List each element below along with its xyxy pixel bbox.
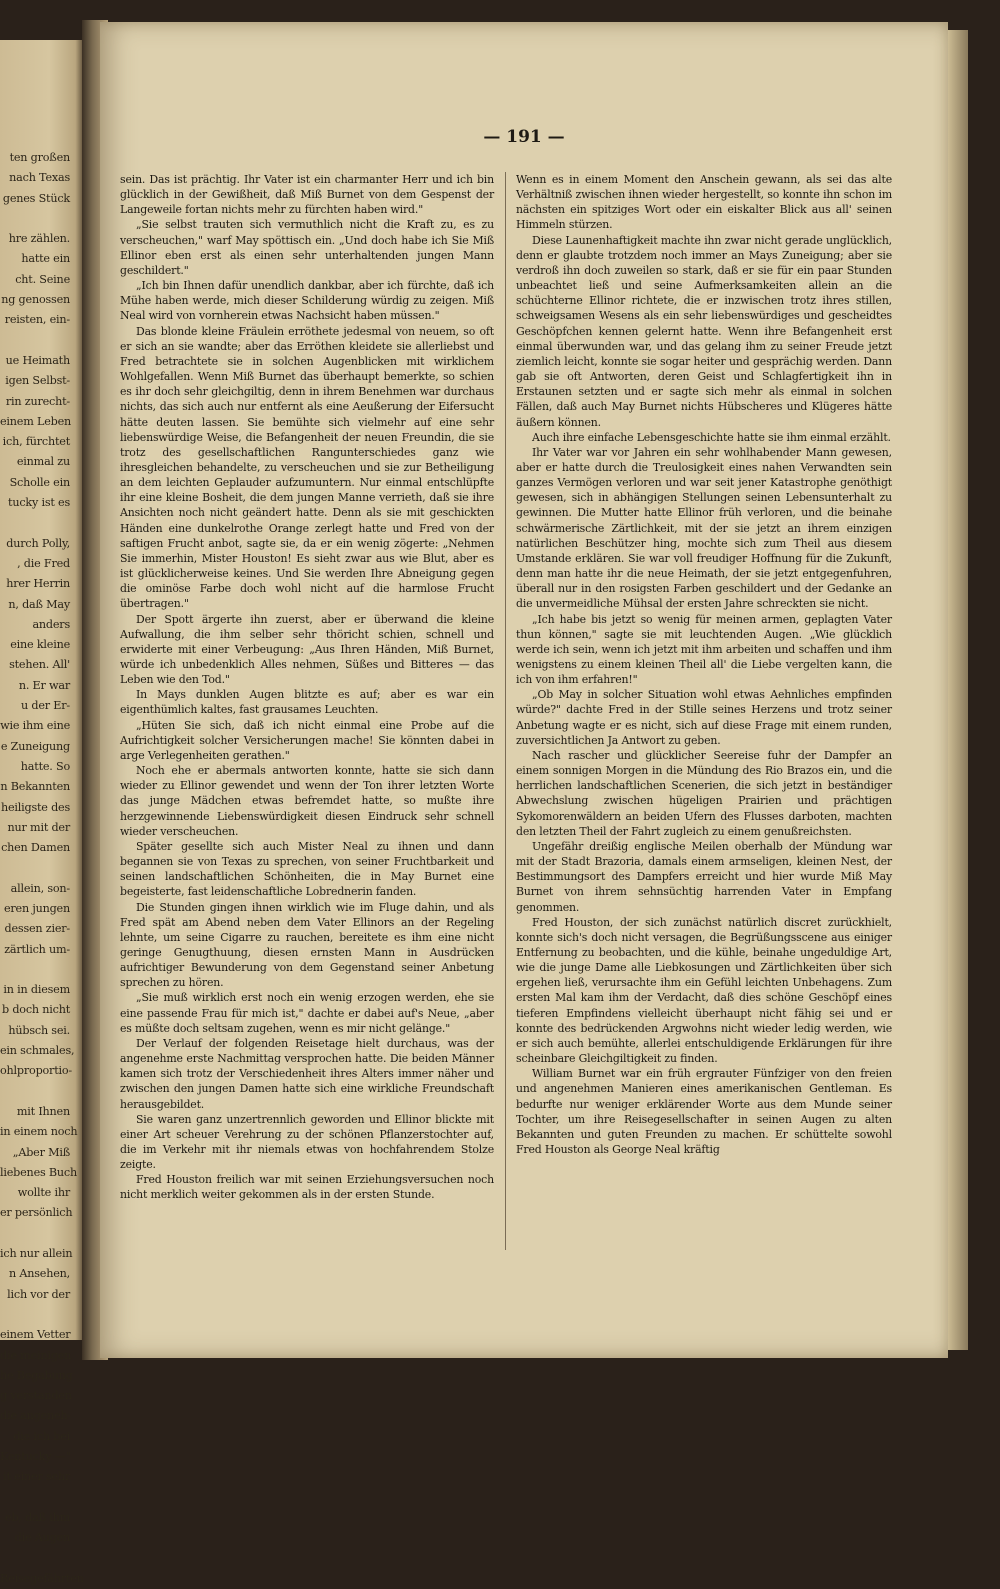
paragraph: Fred Houston freilich war mit seinen Erziehungsversuchen noch nicht merklich weiter gekommen als in der ersten Stunde. xyxy=(120,1173,494,1202)
left-page-line: einem Vetter xyxy=(0,1328,71,1342)
paragraph: Ihr Vater war vor Jahren ein sehr wohlhabender Mann gewesen, aber er hatte durch die Treulosigkeit eines nahen Verwandten sein ganzes Vermögen verloren und war seit jener Katastrophe genöthigt gewesen, sich in abhängigen Stellungen seinen Lebensunterhalt zu gewinnen. Die Mutter hatte Ellinor früh verloren, und die beinahe schwärmerische Zärtlichkeit, mit der sie jetzt an ihrem einzigen natürlichen Beschützer hing, mochte sich zum Theil aus diesem Umstande erklären. Sie war voll freudiger Hoffnung für die Zukunft, denn man hatte ihr die neue Heimath, der sie jetzt entgegenfuhren, überall nur in den rosigsten Farben geschildert und der Gedanke an die unvermeidliche Mühsal der ersten Jahre schreckten sie nicht. xyxy=(516,445,892,611)
left-page-line xyxy=(0,1548,70,1568)
left-page-line xyxy=(0,960,70,980)
left-page-line: n, daß May xyxy=(8,597,70,611)
left-page-line xyxy=(0,1224,70,1244)
left-page-line: die angeneh- xyxy=(0,1409,71,1423)
left-page-line: g verstanden xyxy=(0,1389,72,1403)
left-page-line: stehen. All' xyxy=(9,658,70,672)
left-page-line xyxy=(0,858,70,878)
paragraph: sein. Das ist prächtig. Ihr Vater ist ein charmanter Herr und ich bin glücklich in der Gewißheit, daß Miß Burnet von dem Gespenst der Langeweile fortan nichts mehr zu fürchten haben wird." xyxy=(120,173,494,217)
paragraph: „Ich habe bis jetzt so wenig für meinen armen, geplagten Vater thun können," sagte sie mit leuchtenden Augen. „Wie glücklich werde ich sein, wenn ich jetzt mit ihm arbeiten und schaffen und ihm wenigstens zu einem kleinen Theil all' die Liebe vergelten kann, die ich von ihm erfahren!" xyxy=(516,612,892,687)
left-page-line: die ich bei xyxy=(13,1429,70,1443)
left-page-line: b doch nicht xyxy=(2,1003,70,1017)
left-page-line xyxy=(0,331,70,351)
text-column-left xyxy=(120,172,494,1203)
left-page-line: n. Er war xyxy=(18,678,70,692)
left-page-line: it einer sehr xyxy=(3,1470,70,1484)
left-page-line: in einem noch xyxy=(0,1125,78,1139)
left-page-line: lich vor der xyxy=(7,1287,70,1301)
left-page-line: dessen zier- xyxy=(4,922,70,936)
left-page-line: eren jungen xyxy=(3,901,70,915)
left-page-line: die meinigen xyxy=(0,1348,72,1362)
left-page-line: einmal zu xyxy=(16,455,70,469)
left-page-line: ich nur allein xyxy=(0,1247,73,1261)
paragraph: Das blonde kleine Fräulein erröthete jedesmal von neuem, so oft er sich an sie wandte; aber das Erröthen kleidete sie allerliebst und Fred betrachtete sie in solchen Augenblicken mit wirklichem Wohlgefallen. Wenn Miß Burnet das überhaupt bemerkte, so schien es ihr doch sehr gleichgiltig, denn in ihrem Benehmen war durchaus nichts, das sich auch nur entfernt als eine Aeußerung der Eifersucht hätte deuten lassen. Sie bemühte sich vielmehr auf eine sehr liebenswürdige Weise, die Befangenheit der neuen Freundin, die sie trotz des gesellschaftlichen Rangunterschiedes ganz wie ihresgleichen behandelte, zu verscheuchen und sie zur Betheiligung an dem leichten Geplauder aufzumuntern. Nur einmal entschlüpfte ihr eine kleine Bosheit, die dem jungen Manne verrieth, daß sie ihre Ansichten noch nicht geändert hatte. Denn als sie mit geschickten Händen eine dunkelrothe Orange zerlegt hatte und Fred von der saftigen Frucht anbot, sagte sie, da er ein wenig zögerte: „Nehmen Sie immerhin, Mister Houston! Es sieht zwar aus wie Blut, aber es ist glücklicherweise keines. Und Sie werden Ihre Abneigung gegen die ominöse Farbe doch wohl nicht auf die harmlose Frucht übertragen." xyxy=(120,324,494,611)
paragraph: „Hüten Sie sich, daß ich nicht einmal eine Probe auf die Aufrichtigkeit solcher Versicherungen mache! Sie könnten dabei in arge Verlegenheiten gerathen." xyxy=(120,718,494,762)
paragraph: Wenn es in einem Moment den Anschein gewann, als sei das alte Verhältniß zwischen ihnen wieder hergestellt, so konnte ihn schon im nächsten ein spitziges Wort oder ein eiskalter Blick aus all' seinen Himmeln stürzen. xyxy=(516,173,892,232)
left-page-text-fragments xyxy=(0,40,82,1589)
paragraph: Diese Launenhaftigkeit machte ihn zwar nicht gerade unglücklich, denn er glaubte trotzdem noch immer an Mays Zuneigung; aber sie verdroß ihn doch zuweilen so stark, daß er sie für ein paar Stunden unbeachtet ließ und seine Aufmerksamkeiten allein an die schüchterne Ellinor richtete, die er inzwischen trotz ihres stillen, schweigsamen Wesens als ein sehr liebenswürdiges und gescheidtes Geschöpfchen kennen gelernt hatte. Wenn ihre Befangenheit erst einmal überwunden war, und das gelang ihm zu seiner Freude jetzt ziemlich leicht, konnte sie sogar heiter und gesprächig werden. Dann gab sie oft Antworten, deren Geist und Schlagfertigkeit ihn in Erstaunen setzten und er sagte sich mehr als einmal in solchen Fällen, daß auch May Burnet nichts Hübscheres und Klügeres hätte äußern können. xyxy=(516,233,892,429)
left-page-line: eine kleine xyxy=(10,638,70,652)
left-page-line: hatte. So xyxy=(20,759,70,773)
left-page-line: Kentucky —" xyxy=(0,1450,71,1463)
paragraph: William Burnet war ein früh ergrauter Fünfziger von den freien und angenehmen Manieren eines amerikanischen Gentleman. Es bedurfte nur weniger erklärender Worte aus dem Munde seiner Tochter, um ihre Reisegesellschafter in seinen Augen zu alten Bekannten und guten Freunden zu machen. Er schüttelte sowohl Fred Houston als George Neal kräftig xyxy=(516,1067,892,1156)
column-divider xyxy=(505,172,506,1250)
left-page-line: in in diesem xyxy=(3,983,70,997)
left-page-line: ich, fürchtet xyxy=(2,435,70,449)
left-page-line: zärtlich um- xyxy=(4,942,70,956)
paragraph: Die Stunden gingen ihnen wirklich wie im Fluge dahin, und als Fred spät am Abend neben dem Vater Ellinors an der Regeling lehnte, um seine Cigarre zu rauchen, bereitete es ihm eine nicht geringe Genugthuung, diesen ernsten Mann in Ausdrücken aufrichtiger Bewunderung von dem Gegenstand seiner Anbetung sprechen zu hören. xyxy=(120,900,494,990)
page-stack-edge xyxy=(948,30,968,1350)
left-page-line: genes Stück xyxy=(2,191,70,205)
page-number: — 191 — xyxy=(483,127,565,147)
left-page-line xyxy=(0,513,70,533)
left-page-line: hre zählen. xyxy=(8,232,70,246)
left-page-line: die Augen xyxy=(14,1531,70,1545)
left-page-line: nach Texas xyxy=(9,171,70,185)
left-page-line: hatte ein xyxy=(21,252,70,266)
left-page-line: ue Heimath xyxy=(5,353,70,367)
paragraph: Fred Houston, der sich zunächst natürlich discret zurückhielt, konnte sich's doch nicht versagen, die Begrüßungsscene aus einiger Entfernung zu beobachten, und die kühle, beinahe ungeduldige Art, wie die junge Dame alle Liebkosungen und Zärtlichkeiten über sich ergehen ließ, verursachte ihm ein Gefühl leichten Unbehagens. Zum ersten Mal kam ihm der Verdacht, daß dies schöne Geschöpf eines tieferen Empfindens vielleicht überhaupt nicht fähig sei und er konnte des bedrückenden Argwohns nicht wieder ledig werden, wie er sich auch bemühte, allerlei entschuldigende Erklärungen für ihre scheinbare Gleichgiltigkeit zu finden. xyxy=(516,915,892,1066)
paragraph: „Ich bin Ihnen dafür unendlich dankbar, aber ich fürchte, daß ich Mühe haben werde, mich dieser Schilderung würdig zu zeigen. Miß Neal wird von vornherein etwas Nachsicht haben müssen." xyxy=(120,279,494,323)
left-page-line: nur mit der xyxy=(7,820,70,834)
left-page-line: rin zurecht- xyxy=(5,394,70,408)
left-page-line: n Bekannten xyxy=(0,780,70,794)
left-page-line: chen Damen xyxy=(1,841,70,855)
left-page-line: heiligste des xyxy=(0,800,70,814)
left-page-line: cht. Seine xyxy=(15,272,70,286)
left-page-line: wie ihm eine xyxy=(0,719,70,733)
left-page-line: allein, son- xyxy=(10,881,70,895)
left-page-line: e Zuneigung xyxy=(0,739,70,753)
left-page-edge xyxy=(0,40,84,1585)
left-page-line: tucky ist es xyxy=(8,496,70,510)
left-page-line: ten großen xyxy=(9,151,70,164)
left-page-line: hübsch sei. xyxy=(8,1023,70,1037)
paragraph: „Sie selbst trauten sich vermuthlich nicht die Kraft zu, es zu verscheuchen," warf May spöttisch ein. „Und doch habe ich Sie Miß Ellinor eben erst als einen sehr unterhaltenden jungen Mann geschildert." xyxy=(120,218,494,277)
paragraph: Später gesellte sich auch Mister Neal zu ihnen und dann begannen sie von Texas zu sprechen, von seiner Fruchtbarkeit und seinen landschaftlichen Schönheiten, die in May Burnet eine begeisterte, fast leidenschaftliche Lobrednerin fanden. xyxy=(120,839,494,899)
left-page-line: Reisegefährten xyxy=(0,1571,84,1585)
left-page-line: er persönlich xyxy=(0,1206,73,1220)
paragraph: „Sie muß wirklich erst noch ein wenig erzogen werden, ehe sie eine passende Frau für mich ist," dachte er dabei auf's Neue, „aber es müßte doch seltsam zugehen, wenn es mir nicht gelänge." xyxy=(120,991,494,1035)
paragraph: Der Spott ärgerte ihn zuerst, aber er überwand die kleine Aufwallung, die ihm selber sehr thöricht schien, schnell und erwiderte mit einer Verbeugung: „Aus Ihren Händen, Miß Burnet, würde ich unbedenklich Alles nehmen, Süßes und Bitteres — das Leben wie den Tod." xyxy=(120,612,494,687)
left-page-line xyxy=(0,1305,70,1325)
left-page-line xyxy=(0,1082,70,1102)
left-page-line: anders xyxy=(32,617,70,631)
left-page-line: u der Er- xyxy=(21,699,70,713)
paragraph: Der Verlauf der folgenden Reisetage hielt durchaus, was der angenehme erste Nachmittag versprochen hatte. Die beiden Männer kamen sich trotz der Verschiedenheit ihres Alters immer näher und zwischen den jungen Damen hatte sich eine wirkliche Freundschaft herausgebildet. xyxy=(120,1036,494,1111)
left-page-line: Scholle ein xyxy=(9,475,70,489)
text-column-right xyxy=(516,172,892,1157)
left-page-line: igen Selbst- xyxy=(5,374,70,388)
left-page-line: mit Ihnen xyxy=(16,1104,70,1118)
paragraph: Ungefähr dreißig englische Meilen oberhalb der Mündung war mit der Stadt Brazoria, damals einem armseligen, kleinen Nest, der Bestimmungsort des Dampfers erreicht und hier wurde Miß May Burnet von ihrem sehnsüchtig harrenden Vater in Empfang genommen. xyxy=(516,839,892,914)
paragraph: Auch ihre einfache Lebensgeschichte hatte sie ihm einmal erzählt. xyxy=(532,430,891,444)
left-page-line: ohlproportio- xyxy=(0,1064,72,1078)
left-page-line: eb, daß ihm xyxy=(5,1510,70,1524)
left-page-line xyxy=(0,1488,70,1508)
paragraph: In Mays dunklen Augen blitzte es auf; aber es war ein eigenthümlich kaltes, fast grausames Leuchten. xyxy=(120,688,494,717)
left-page-line: he Begabung xyxy=(0,1368,73,1382)
left-page-line xyxy=(0,209,70,229)
paragraph: Sie waren ganz unzertrennlich geworden und Ellinor blickte mit einer Art scheuer Verehrung zu der schönen Pflanzerstochter auf, die im Verkehr mit ihr niemals etwas von hochfahrendem Stolze zeigte. xyxy=(120,1112,494,1172)
left-page-line: liebenes Buch xyxy=(0,1165,77,1179)
left-page-line: hrer Herrin xyxy=(6,577,70,591)
left-page-line: ng genossen xyxy=(1,293,70,307)
paragraph: „Ob May in solcher Situation wohl etwas Aehnliches empfinden würde?" dachte Fred in der Stille seines Herzens und trotz seiner Anbetung wagte er es nicht, sich auf diese Frage mit einem runden, zuversichtlichen Ja Antwort zu geben. xyxy=(516,688,892,747)
left-page-line: , die Fred xyxy=(17,556,70,570)
left-page-line: ein schmales, xyxy=(0,1044,75,1058)
left-page-line: n Ansehen, xyxy=(9,1267,70,1281)
left-page-line: einem Leben xyxy=(0,414,72,428)
left-page-line: wollte ihr xyxy=(17,1186,70,1200)
left-page-line: „Aber Miß xyxy=(12,1145,70,1159)
paragraph: Noch ehe er abermals antworten konnte, hatte sie sich dann wieder zu Ellinor gewendet und wenn der Ton ihrer letzten Worte das junge Mädchen etwas befremdet hatte, so mußte ihre herzgewinnende Liebenswürdigkeit diesen Eindruck sehr schnell wieder verscheuchen. xyxy=(120,764,494,838)
left-page-line: durch Polly, xyxy=(6,536,70,550)
paragraph: Nach rascher und glücklicher Seereise fuhr der Dampfer an einem sonnigen Morgen in die Mündung des Rio Brazos ein, und die herrlichen landschaftlichen Scenerien, die sich jetzt in beständiger Abwechslung zwischen hügeligen Prairien und prächtigen Sykomorenwäldern an beiden Ufern des Flusses darboten, machten den letzten Theil der Fahrt zugleich zu einem genußreichsten. xyxy=(516,748,892,838)
book-page xyxy=(100,22,948,1358)
left-page-line: reisten, ein- xyxy=(4,313,70,327)
